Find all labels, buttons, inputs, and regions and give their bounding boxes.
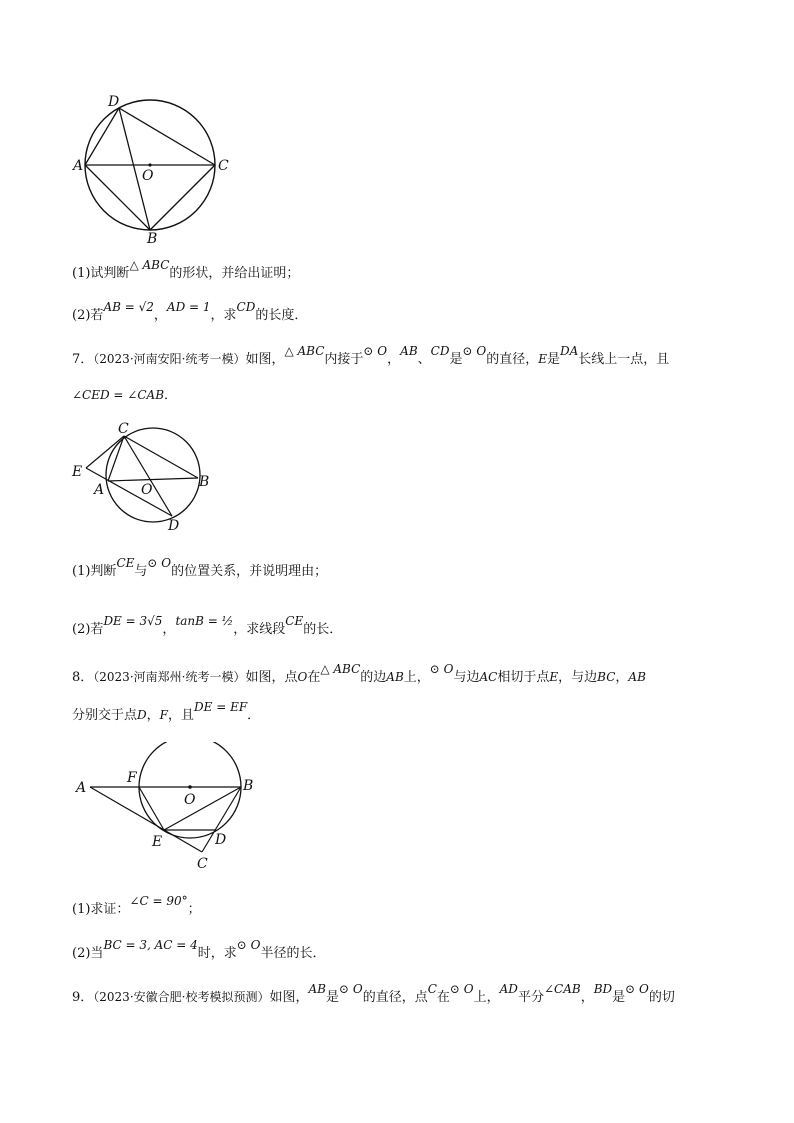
text: 分别交于点 — [72, 708, 138, 723]
math: ⊙ O — [462, 344, 487, 358]
text: 半径的长． — [260, 946, 326, 961]
segment-ab — [108, 478, 198, 481]
q7-part1 — [72, 556, 328, 581]
label-c: C — [118, 421, 129, 437]
math: E — [549, 670, 559, 684]
text: 是 — [612, 990, 626, 1005]
math: ∠C = 90° — [129, 894, 188, 908]
q7-part2 — [72, 614, 343, 639]
text: 是 — [546, 352, 560, 367]
math: AC — [479, 670, 498, 684]
math: CD — [236, 300, 256, 314]
text: ， — [387, 352, 401, 367]
text: 的长度． — [255, 308, 308, 323]
part-number: (1) — [72, 564, 91, 579]
math: E — [538, 352, 547, 366]
text: 若 — [90, 622, 104, 637]
label-a: A — [76, 780, 87, 796]
text: ，求 — [210, 308, 237, 323]
q8-part2 — [72, 938, 326, 963]
text: 与边 — [453, 670, 480, 685]
q6-part2 — [72, 300, 308, 325]
text: 求证： — [90, 902, 130, 917]
math: D — [137, 708, 147, 722]
math: △ ABC — [320, 662, 361, 676]
math: ⊙ O — [449, 982, 474, 996]
math: ⊙ O — [363, 344, 388, 358]
math: △ ABC — [129, 258, 170, 272]
figure-q7 — [68, 418, 218, 536]
math: AB — [628, 670, 646, 684]
text: 的直径，点 — [362, 990, 428, 1005]
segment-dc — [119, 108, 215, 165]
label-f: F — [127, 770, 137, 786]
segment-ad — [85, 108, 119, 165]
question-source: （2023·安徽合肥·校考模拟预测） — [93, 990, 270, 1004]
text: ， — [615, 670, 629, 685]
text: 是 — [449, 352, 463, 367]
text: 内接于 — [324, 352, 364, 367]
math: O — [297, 670, 308, 684]
text: 相切于点 — [497, 670, 550, 685]
text: ， — [153, 308, 167, 323]
math: △ ABC — [284, 344, 325, 358]
text: 判断 — [90, 564, 117, 579]
math: DA — [560, 344, 579, 358]
circle-o — [106, 428, 200, 522]
math: AB — [400, 344, 418, 358]
q9-stem-line1 — [72, 982, 675, 1007]
label-o: O — [184, 792, 196, 808]
q8-stem-line1 — [72, 662, 646, 687]
math: AD — [499, 982, 518, 996]
math: ⊙ O — [236, 938, 261, 952]
math: tanB = ½ — [175, 614, 234, 628]
label-o: O — [142, 168, 154, 184]
text: 如图，点 — [245, 670, 298, 685]
math: AB = √2 — [103, 300, 154, 314]
label-d: D — [168, 518, 180, 534]
text: 长线上一点，且 — [578, 352, 670, 367]
center-point — [148, 163, 151, 166]
label-c: C — [197, 856, 208, 872]
text: 试判断 — [90, 266, 130, 281]
text: 上， — [473, 990, 500, 1005]
math: C — [427, 982, 437, 996]
text: ，与边 — [558, 670, 598, 685]
text: ， — [146, 708, 160, 723]
text: 上， — [403, 670, 430, 685]
text: 如图， — [245, 352, 285, 367]
math: ⊙ O — [429, 662, 454, 676]
math: DE = EF — [194, 700, 248, 714]
label-d: D — [215, 832, 227, 848]
q6-part1 — [72, 258, 300, 283]
math: DE = 3√5 — [103, 614, 163, 628]
label-a: A — [73, 158, 84, 174]
question-number: 8． — [72, 670, 94, 685]
text: 平分 — [517, 990, 544, 1005]
label-c: C — [218, 158, 229, 174]
text: 的边 — [360, 670, 387, 685]
text: 如图， — [269, 990, 309, 1005]
q7-stem-line2 — [72, 386, 177, 405]
segment-ab — [85, 165, 150, 230]
label-d: D — [108, 94, 120, 110]
question-source: （2023·河南郑州·统考一模） — [93, 670, 246, 684]
text: 与 — [134, 564, 148, 579]
text: 的位置关系，并说明理由； — [171, 564, 328, 579]
part-number: (2) — [72, 622, 91, 637]
text: 若 — [90, 308, 104, 323]
math: CE — [285, 614, 304, 628]
math: AB — [308, 982, 326, 996]
text: 当 — [90, 946, 104, 961]
text: ，求线段 — [233, 622, 286, 637]
text: 、 — [417, 352, 431, 367]
label-b: B — [243, 778, 254, 794]
part-number: (2) — [72, 308, 91, 323]
q7-stem-line1 — [72, 344, 670, 369]
q8-stem-line2 — [72, 700, 261, 725]
text: 在 — [436, 990, 450, 1005]
figure-q8 — [72, 742, 272, 874]
math: BC — [597, 670, 616, 684]
label-a: A — [94, 482, 105, 498]
text: 是 — [325, 990, 339, 1005]
math: BD — [593, 982, 613, 996]
text: 在 — [307, 670, 321, 685]
segment-bc — [150, 165, 215, 230]
figure-q6 — [70, 90, 240, 250]
math: F — [159, 708, 168, 722]
math: ∠CAB — [543, 982, 581, 996]
math: AD = 1 — [166, 300, 211, 314]
math: AB — [386, 670, 404, 684]
text: ． — [164, 388, 178, 403]
math: ⊙ O — [625, 982, 649, 996]
segment-eb — [164, 787, 241, 830]
text: ， — [162, 622, 176, 637]
label-b: B — [147, 231, 158, 247]
part-number: (1) — [72, 266, 91, 281]
label-e: E — [152, 834, 163, 850]
text: ， — [580, 990, 594, 1005]
text: 的形状，并给出证明； — [169, 266, 300, 281]
math: ⊙ O — [147, 556, 172, 570]
q8-part1 — [72, 894, 201, 919]
part-number: (1) — [72, 902, 91, 917]
math: ⊙ O — [338, 982, 363, 996]
label-o: O — [141, 482, 153, 498]
part-number: (2) — [72, 946, 91, 961]
math: CD — [430, 344, 450, 358]
circle-o — [139, 742, 241, 838]
segment-cd — [124, 436, 172, 516]
center-point — [188, 785, 192, 789]
question-number: 9． — [72, 990, 94, 1005]
label-e: E — [72, 464, 83, 480]
text: 的长． — [303, 622, 343, 637]
text: 时，求 — [197, 946, 237, 961]
text: ． — [247, 708, 261, 723]
segment-fe — [139, 787, 164, 830]
text: ，且 — [167, 708, 194, 723]
question-number: 7． — [72, 352, 94, 367]
text: ； — [187, 902, 201, 917]
label-b: B — [199, 474, 210, 490]
question-source: （2023·河南安阳·统考一模） — [93, 352, 246, 366]
math: CE — [116, 556, 135, 570]
math: ∠CED = ∠CAB — [72, 388, 165, 402]
text: 的切 — [648, 990, 675, 1005]
math: BC = 3, AC = 4 — [103, 938, 198, 952]
text: 的直径， — [486, 352, 539, 367]
